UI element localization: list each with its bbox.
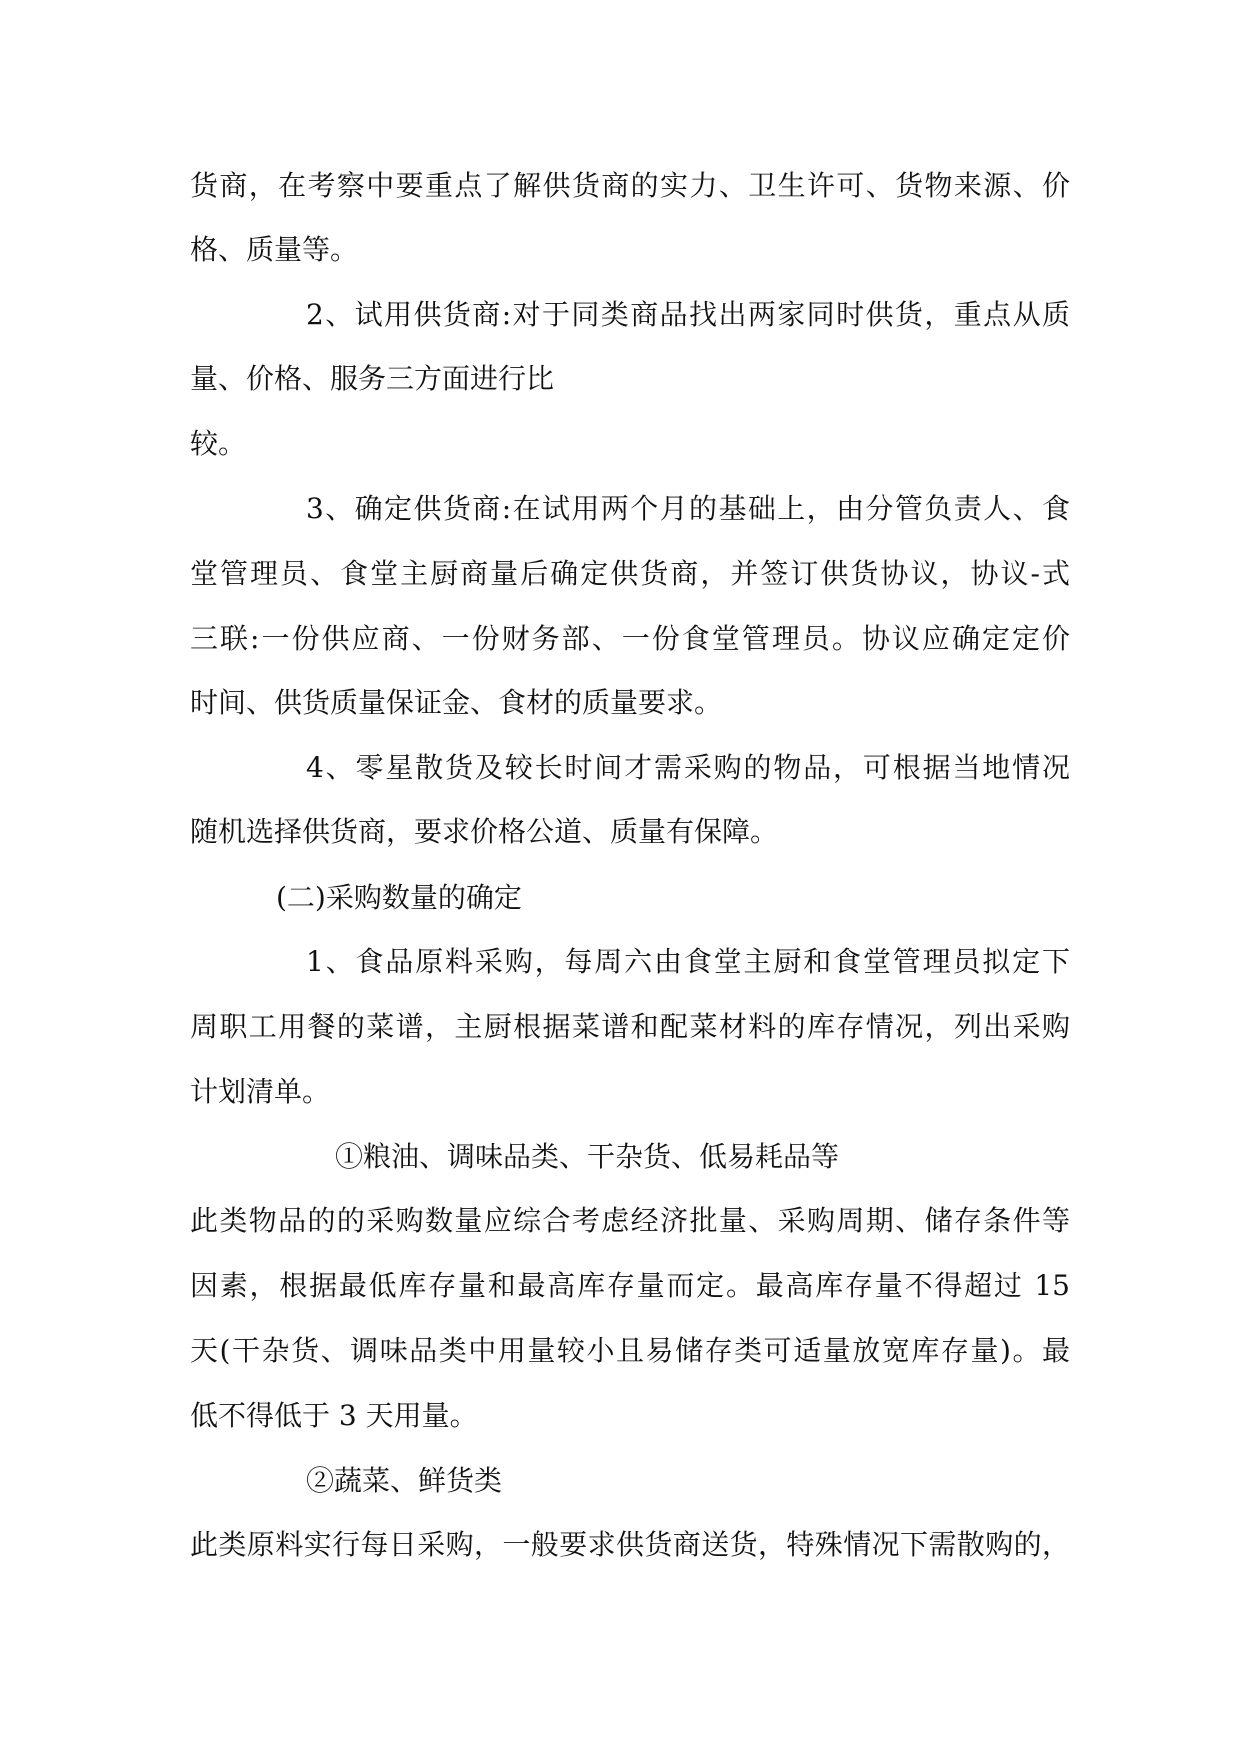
subitem-heading-1: ①粮油、调味品类、干杂货、低易耗品等 <box>335 1140 840 1173</box>
text-line-6: 3、确定供货商:在试用两个月的基础上，由分管负责人、食 <box>306 492 1070 525</box>
text-line-11: 随机选择供货商，要求价格公道、质量有保障。 <box>190 815 779 848</box>
text-line-15: 计划清单。 <box>190 1075 331 1108</box>
text-line-20: 低不得低于 3 天用量。 <box>190 1399 478 1432</box>
text-line-3: 2、试用供货商:对于同类商品找出两家同时供货，重点从质 <box>306 298 1070 331</box>
text-line-7: 堂管理员、食堂主厨商量后确定供货商，并签订供货协议，协议-式 <box>190 557 1070 590</box>
text-line-1: 货商，在考察中要重点了解供货商的实力、卫生许可、货物来源、价 <box>190 169 1070 202</box>
text-line-18: 因素，根据最低库存量和最高库存量而定。最高库存量不得超过 15 <box>190 1269 1070 1302</box>
text-line-22: 此类原料实行每日采购，一般要求供货商送货，特殊情况下需散购的， <box>190 1528 1070 1561</box>
section-heading: (二)采购数量的确定 <box>276 881 522 914</box>
text-line-19: 天(干杂货、调味品类中用量较小且易储存类可适量放宽库存量)。最 <box>190 1334 1070 1367</box>
text-line-13: 1、食品原料采购，每周六由食堂主厨和食堂管理员拟定下 <box>306 945 1070 978</box>
text-line-9: 时间、供货质量保证金、食材的质量要求。 <box>190 686 723 719</box>
text-line-14: 周职工用餐的菜谱，主厨根据菜谱和配菜材料的库存情况，列出采购 <box>190 1010 1070 1043</box>
text-line-10: 4、零星散货及较长时间才需采购的物品，可根据当地情况 <box>306 751 1070 784</box>
text-line-2: 格、质量等。 <box>190 233 359 266</box>
text-line-17: 此类物品的的采购数量应综合考虑经济批量、采购周期、储存条件等 <box>190 1204 1070 1237</box>
text-line-5: 较。 <box>190 427 247 460</box>
text-line-4: 量、价格、服务三方面进行比 <box>190 362 555 395</box>
subitem-heading-2: ②蔬菜、鲜货类 <box>306 1464 503 1497</box>
text-line-8: 三联:一份供应商、一份财务部、一份食堂管理员。协议应确定定价 <box>190 622 1070 655</box>
